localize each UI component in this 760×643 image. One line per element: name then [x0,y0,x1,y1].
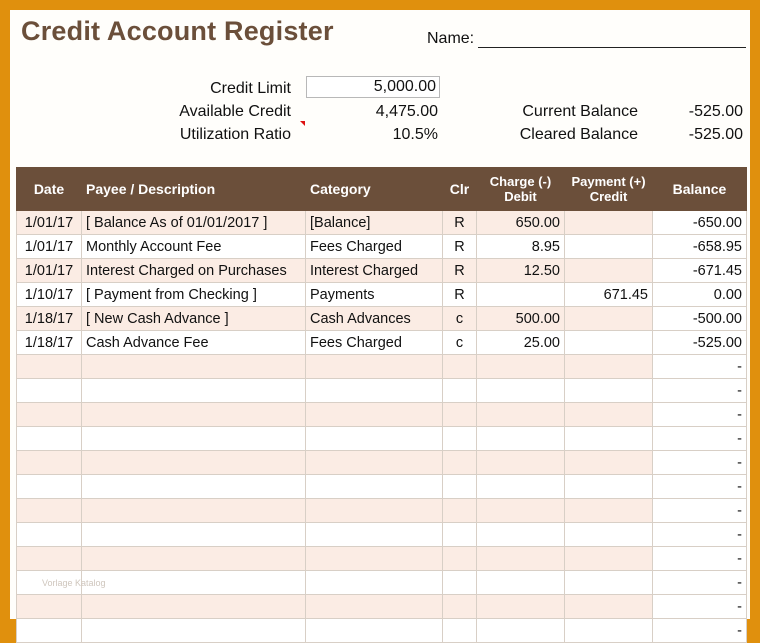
available-credit-value: 4,475.00 [375,103,438,120]
cell-balance[interactable]: 0.00 [653,283,747,307]
name-field[interactable] [478,47,746,48]
cell-charge[interactable]: 12.50 [477,259,565,283]
cell-category[interactable] [306,475,443,499]
cell-date[interactable]: 1/01/17 [17,211,82,235]
cell-payment[interactable] [565,451,653,475]
cell-balance[interactable]: - [653,451,747,475]
cell-payee[interactable] [82,475,306,499]
cell-clr[interactable]: R [443,235,477,259]
cell-date[interactable] [17,475,82,499]
cell-clr[interactable] [443,499,477,523]
cell-category[interactable]: Cash Advances [306,307,443,331]
table-row [17,331,747,355]
cell-charge[interactable]: 650.00 [477,211,565,235]
cell-date[interactable] [17,547,82,571]
cell-category[interactable] [306,595,443,619]
cell-date[interactable]: 1/18/17 [17,331,82,355]
col-balance: Balance [653,168,747,211]
cell-payment[interactable] [565,547,653,571]
table-row [17,451,747,475]
cell-payment[interactable] [565,427,653,451]
cell-charge[interactable] [477,475,565,499]
cell-charge[interactable]: 500.00 [477,307,565,331]
col-clr: Clr [443,168,477,211]
cell-date[interactable] [17,499,82,523]
cell-clr[interactable]: c [443,307,477,331]
credit-limit-input[interactable] [306,76,440,98]
cell-clr[interactable]: R [443,259,477,283]
cell-charge[interactable] [477,355,565,379]
cell-balance[interactable]: - [653,595,747,619]
table-row [17,283,747,307]
available-credit-label: Available Credit [179,103,291,120]
cell-payee[interactable] [82,523,306,547]
cell-balance[interactable]: - [653,571,747,595]
cell-clr[interactable] [443,475,477,499]
cell-charge[interactable] [477,619,565,643]
cell-payment[interactable] [565,403,653,427]
cell-date[interactable]: 1/18/17 [17,307,82,331]
comment-indicator-icon [300,121,305,126]
col-charge [477,168,565,211]
table-row [17,523,747,547]
cell-payee[interactable] [82,427,306,451]
cell-category[interactable] [306,355,443,379]
credit-limit-value: 5,000.00 [373,78,436,95]
table-row [17,595,747,619]
col-charge-line1: Charge (-) [489,174,552,189]
cell-payee[interactable] [82,379,306,403]
cell-payee[interactable] [82,451,306,475]
cell-payment[interactable] [565,475,653,499]
table-row [17,499,747,523]
cell-charge[interactable]: 8.95 [477,235,565,259]
cell-charge[interactable] [477,523,565,547]
cell-payment[interactable] [565,211,653,235]
col-charge-line2: Debit [504,189,537,204]
cell-category[interactable] [306,451,443,475]
cell-payee[interactable] [82,547,306,571]
cell-date[interactable]: 1/01/17 [17,235,82,259]
cell-balance[interactable]: - [653,523,747,547]
cell-date[interactable] [17,595,82,619]
cell-payee[interactable]: Monthly Account Fee [82,235,306,259]
col-payee: Payee / Description [82,168,306,211]
cell-category[interactable] [306,427,443,451]
cell-payee[interactable] [82,355,306,379]
cell-clr[interactable] [443,595,477,619]
table-row [17,571,747,595]
cell-balance[interactable]: -658.95 [653,235,747,259]
cell-payment[interactable] [565,379,653,403]
cell-payee[interactable]: [ New Cash Advance ] [82,307,306,331]
cell-balance[interactable]: - [653,475,747,499]
cell-category[interactable] [306,379,443,403]
col-date: Date [17,168,82,211]
table-row [17,427,747,451]
cell-clr[interactable] [443,523,477,547]
cell-payee[interactable] [82,499,306,523]
cell-date[interactable] [17,379,82,403]
cell-payee[interactable]: [ Payment from Checking ] [82,283,306,307]
table-row [17,379,747,403]
cell-payment[interactable]: 671.45 [565,283,653,307]
col-payment-line1: Payment (+) [571,174,646,189]
cell-date[interactable] [17,355,82,379]
current-balance-label: Current Balance [522,103,638,120]
credit-limit-label: Credit Limit [210,80,291,97]
cell-balance[interactable]: - [653,547,747,571]
cell-charge[interactable] [477,403,565,427]
cleared-balance-value: -525.00 [688,126,743,143]
cell-payment[interactable] [565,331,653,355]
cell-category[interactable]: [Balance] [306,211,443,235]
cell-clr[interactable] [443,547,477,571]
cell-charge[interactable] [477,547,565,571]
cell-payee[interactable] [82,571,306,595]
cell-payment[interactable] [565,355,653,379]
utilization-label: Utilization Ratio [179,126,291,143]
table-row [17,211,747,235]
cell-payment[interactable] [565,523,653,547]
cell-category[interactable]: Fees Charged [306,235,443,259]
cell-balance[interactable]: - [653,427,747,451]
header-row [17,168,747,211]
cell-clr[interactable] [443,403,477,427]
table-row [17,475,747,499]
cell-category[interactable]: Interest Charged [306,259,443,283]
cell-balance[interactable]: -525.00 [653,331,747,355]
cell-category[interactable] [306,547,443,571]
cell-clr[interactable] [443,379,477,403]
cell-category[interactable] [306,403,443,427]
col-category: Category [306,168,443,211]
cell-category[interactable]: Fees Charged [306,331,443,355]
register-table [16,167,747,643]
cell-date[interactable] [17,403,82,427]
cell-date[interactable] [17,427,82,451]
cell-balance[interactable]: - [653,403,747,427]
cell-charge[interactable] [477,379,565,403]
cell-balance[interactable]: - [653,355,747,379]
cell-balance[interactable]: -671.45 [653,259,747,283]
cell-balance[interactable]: - [653,619,747,643]
cell-payment[interactable] [565,235,653,259]
cell-payment[interactable] [565,499,653,523]
cell-category[interactable] [306,499,443,523]
cell-payment[interactable] [565,259,653,283]
cell-clr[interactable] [443,427,477,451]
cell-date[interactable]: 1/01/17 [17,259,82,283]
cell-charge[interactable] [477,451,565,475]
cell-category[interactable]: Payments [306,283,443,307]
cell-balance[interactable]: -650.00 [653,211,747,235]
cell-charge[interactable] [477,571,565,595]
cell-clr[interactable] [443,571,477,595]
current-balance-value: -525.00 [688,103,743,120]
page-title: Credit Account Register [21,16,334,46]
cell-balance[interactable]: - [653,379,747,403]
cell-category[interactable] [306,571,443,595]
cell-clr[interactable] [443,355,477,379]
cell-payee[interactable]: [ Balance As of 01/01/2017 ] [82,211,306,235]
cell-category[interactable] [306,523,443,547]
col-payment [565,168,653,211]
name-label: Name: [427,30,475,47]
cell-balance[interactable]: -500.00 [653,307,747,331]
cell-date[interactable] [17,523,82,547]
watermark: Vorlage Katalog [42,578,106,588]
cell-clr[interactable] [443,619,477,643]
cell-payee[interactable]: Cash Advance Fee [82,331,306,355]
cell-charge[interactable] [477,499,565,523]
cell-charge[interactable] [477,427,565,451]
table-row [17,259,747,283]
table-row [17,619,747,643]
cell-charge[interactable]: 25.00 [477,331,565,355]
cell-clr[interactable]: R [443,283,477,307]
table-row [17,235,747,259]
cell-payment[interactable] [565,619,653,643]
cell-payee[interactable] [82,403,306,427]
cell-charge[interactable] [477,283,565,307]
cell-payee[interactable] [82,595,306,619]
cell-date[interactable] [17,451,82,475]
cell-category[interactable] [306,619,443,643]
cell-payment[interactable] [565,595,653,619]
cell-payee[interactable]: Interest Charged on Purchases [82,259,306,283]
utilization-value: 10.5% [392,126,438,143]
cell-clr[interactable]: R [443,211,477,235]
cell-payee[interactable] [82,619,306,643]
table-row [17,403,747,427]
register-sheet [10,10,750,639]
cell-payment[interactable] [565,571,653,595]
cell-date[interactable]: 1/10/17 [17,283,82,307]
col-payment-line2: Credit [589,189,628,204]
cleared-balance-label: Cleared Balance [519,126,638,143]
table-row [17,355,747,379]
table-row [17,547,747,571]
table-row [17,307,747,331]
cell-date[interactable] [17,619,82,643]
cell-charge[interactable] [477,595,565,619]
cell-clr[interactable]: c [443,331,477,355]
cell-clr[interactable] [443,451,477,475]
cell-balance[interactable]: - [653,499,747,523]
cell-payment[interactable] [565,307,653,331]
